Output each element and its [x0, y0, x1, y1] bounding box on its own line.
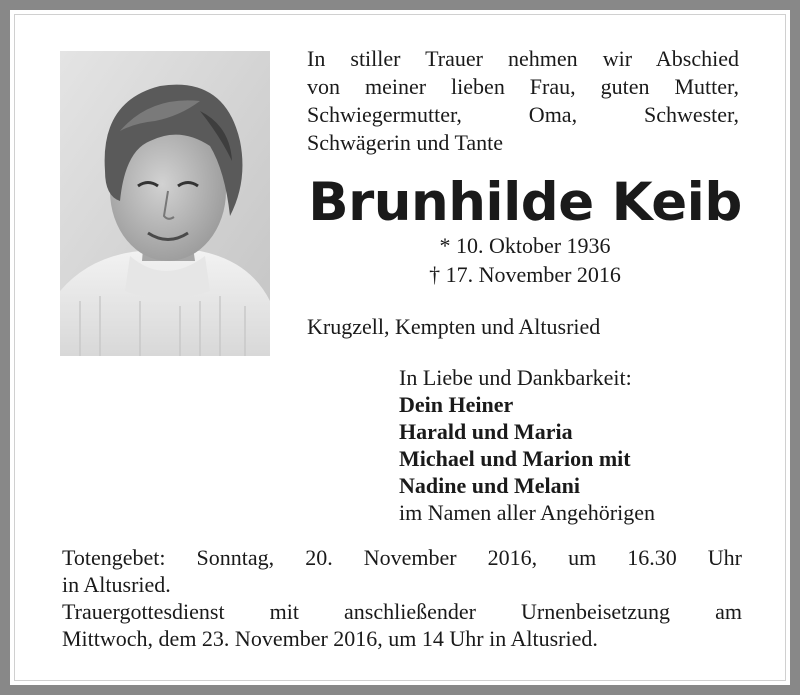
places-line: Krugzell, Kempten und Altusried	[307, 314, 601, 339]
portrait-photo	[60, 51, 270, 356]
footer-line: Trauergottesdienst mit anschließender Urnenbeisetzung am	[62, 599, 742, 624]
portrait-illustration	[60, 51, 270, 356]
mourner-name: Harald und Maria	[399, 419, 573, 444]
service-details	[62, 544, 742, 652]
intro-line: Schwiegermutter, Oma, Schwester,	[307, 102, 739, 127]
intro-line: von meiner lieben Frau, guten Mutter,	[307, 74, 739, 99]
intro-line: In stiller Trauer nehmen wir Abschied	[307, 46, 739, 71]
footer-line: Totengebet: Sonntag, 20. November 2016, um 16.30 Uhr	[62, 545, 742, 570]
death-date: † 17. November 2016	[429, 262, 621, 287]
mourners-closing: im Namen aller Angehörigen	[399, 500, 655, 525]
mourners-block	[399, 364, 655, 526]
footer-line: in Altusried.	[62, 572, 171, 597]
mourners-intro: In Liebe und Dankbarkeit:	[399, 365, 632, 390]
intro-text	[307, 45, 739, 157]
deceased-name: Brunhilde Keib	[308, 172, 742, 233]
mourner-name: Dein Heiner	[399, 392, 514, 417]
intro-line: Schwägerin und Tante	[307, 130, 504, 155]
birth-date: * 10. Oktober 1936	[439, 233, 611, 258]
footer-line: Mittwoch, dem 23. November 2016, um 14 Uhr in Altusried.	[62, 626, 598, 651]
mourner-name: Nadine und Melani	[399, 473, 580, 498]
mourner-name: Michael und Marion mit	[399, 446, 631, 471]
life-dates	[300, 231, 750, 289]
